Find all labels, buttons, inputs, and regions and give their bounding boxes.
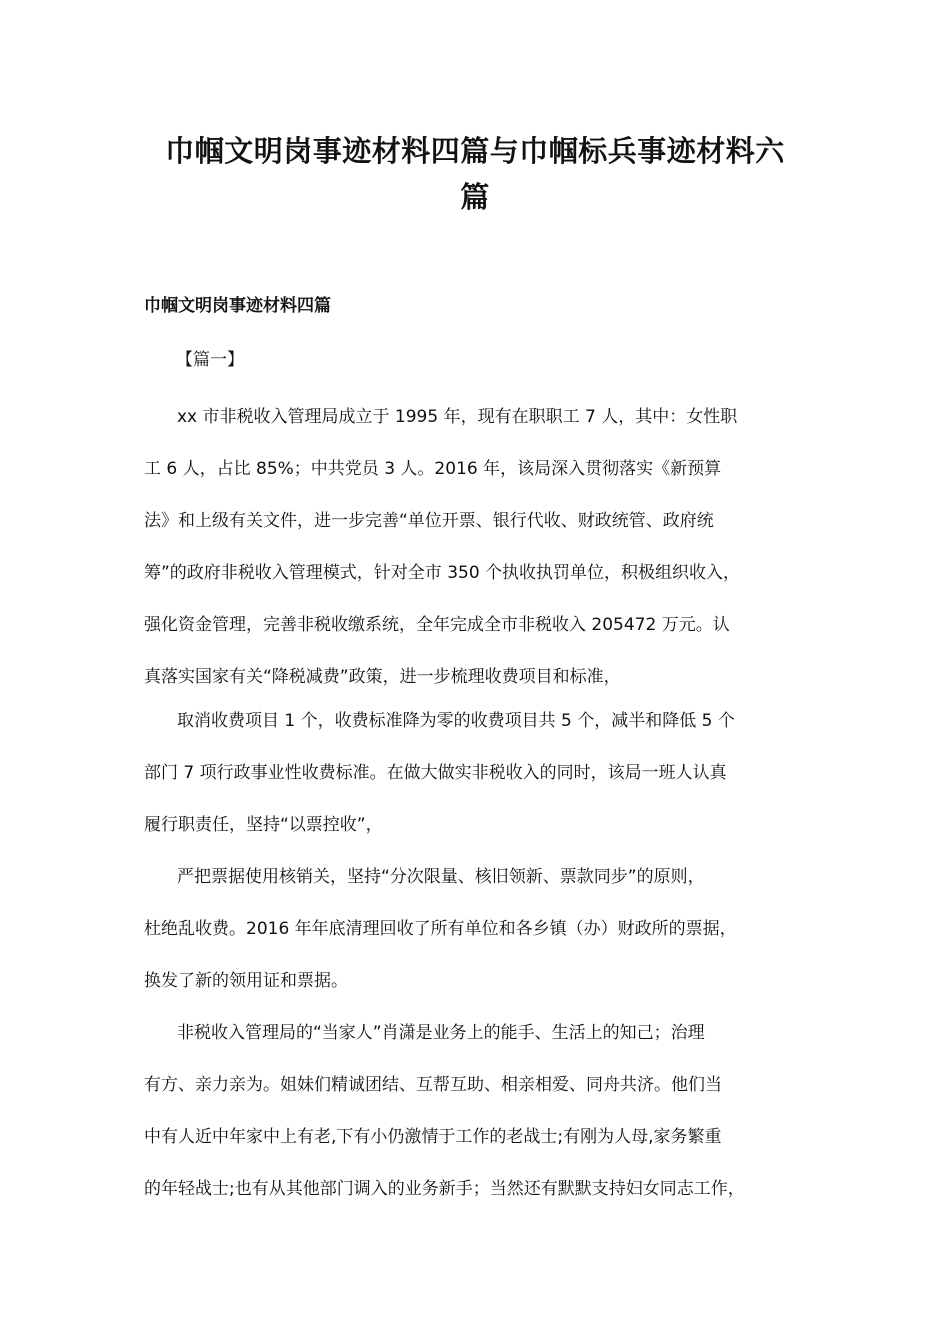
document-title xyxy=(120,128,830,220)
paragraph-line: 中有人近中年家中上有老,下有小仍激情于工作的老战士;有刚为人母,家务繁重 xyxy=(144,1127,722,1147)
paragraph-line: 非税收入管理局的“当家人”肖潇是业务上的能手、生活上的知己；治理 xyxy=(177,1023,705,1043)
paragraph-line: 强化资金管理，完善非税收缴系统，全年完成全市非税收入 205472 万元。认 xyxy=(144,615,730,635)
paragraph-line: 部门 7 项行政事业性收费标准。在做大做实非税收入的同时，该局一班人认真 xyxy=(144,763,727,783)
paragraph xyxy=(144,864,809,1020)
paragraph-line: 换发了新的领用证和票据。 xyxy=(144,971,348,991)
paragraph-line: 有方、亲力亲为。姐妹们精诚团结、互帮互助、相亲相爱、同舟共济。他们当 xyxy=(144,1075,722,1095)
paragraph-line: 履行职责任，坚持“以票控收”， xyxy=(144,815,383,835)
paragraph-line: 取消收费项目 1 个，收费标准降为零的收费项目共 5 个，减半和降低 5 个 xyxy=(177,711,735,731)
paragraph-line: 法》和上级有关文件，进一步完善“单位开票、银行代收、财政统管、政府统 xyxy=(144,511,714,531)
paragraph-line: 的年轻战士;也有从其他部门调入的业务新手；当然还有默默支持妇女同志工作， xyxy=(144,1179,745,1199)
paragraph-line: 筹”的政府非税收入管理模式，针对全市 350 个执收执罚单位，积极组织收入， xyxy=(144,563,741,583)
paragraph xyxy=(144,1020,809,1228)
title-line: 巾帼文明岗事迹材料四篇与巾帼标兵事迹材料六 xyxy=(165,134,785,168)
title-line: 篇 xyxy=(460,180,490,214)
section-heading: 巾帼文明岗事迹材料四篇 xyxy=(144,296,331,316)
paragraph xyxy=(144,404,809,716)
paragraph-line: 工 6 人，占比 85%；中共党员 3 人。2016 年，该局深入贯彻落实《新预算 xyxy=(144,459,722,479)
paragraph-line: 严把票据使用核销关，坚持“分次限量、核旧领新、票款同步”的原则， xyxy=(177,867,705,887)
paragraph-line: xx 市非税收入管理局成立于 1995 年，现有在职职工 7 人，其中：女性职 xyxy=(177,407,738,427)
paragraph xyxy=(144,708,809,864)
paragraph-line: 杜绝乱收费。2016 年年底清理回收了所有单位和各乡镇（办）财政所的票据， xyxy=(144,919,737,939)
paragraph-line: 真落实国家有关“降税减费”政策，进一步梳理收费项目和标准， xyxy=(144,667,621,687)
part-label: 【篇一】 xyxy=(176,350,244,370)
